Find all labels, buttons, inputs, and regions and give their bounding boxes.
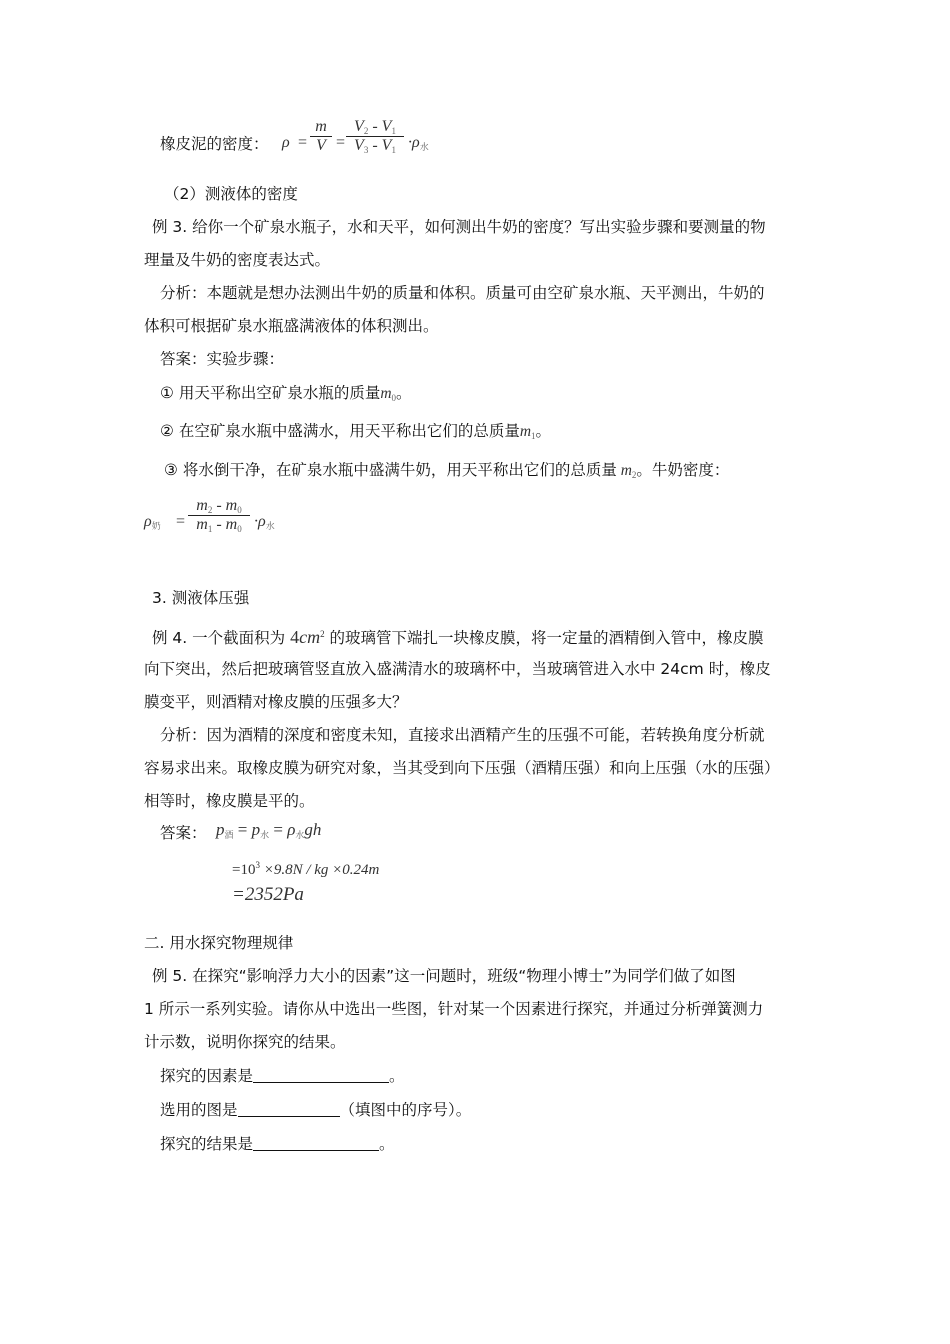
rho-symbol: ρ (282, 134, 290, 151)
answer4-label: 答案： (160, 824, 207, 842)
rubber-density-label: 橡皮泥的密度： (160, 135, 269, 153)
result-answer-blank[interactable] (253, 1150, 379, 1151)
volume-difference-fraction (346, 118, 404, 155)
fraction-numerator: $V_2 - V_1$ (354, 118, 396, 136)
equals-sign: = (298, 134, 308, 151)
analysis4-line: 分析：因为酒精的深度和密度未知，直接求出酒精产生的压强不可能，若转换角度分析就 (160, 726, 765, 744)
milk-density-formula (144, 497, 304, 547)
mass-difference-fraction (188, 497, 250, 534)
analysis3-line: 体积可根据矿泉水瓶盛满液体的体积测出。 (144, 317, 439, 335)
pressure-calculation-line: $=10^3 \times 9.8N$ / kg ×0.24m (232, 860, 380, 878)
example3-line: 例 3. 给你一个矿泉水瓶子，水和天平，如何测出牛奶的密度？写出实验步骤和要测量的物 (152, 218, 766, 236)
step2-line (160, 421, 551, 446)
example5-line: 1 所示一系列实验。请你从中选出一些图，针对某一个因素进行探究，并通过分析弹簧测力 (144, 1000, 764, 1018)
period: 。 (389, 1067, 405, 1085)
mass-m1: $m_1$ (519, 423, 536, 441)
question-figure (160, 1100, 471, 1120)
example4-line: 膜变平，则酒精对橡皮膜的压强多大？ (144, 693, 408, 711)
section-heading-liquid-pressure: 3. 测液体压强 (152, 589, 250, 607)
answer3-label: 答案：实验步骤： (160, 350, 285, 368)
example5-line: 例 5. 在探究“影响浮力大小的因素”这一问题时，班级“物理小博士”为同学们做了如图 (152, 967, 736, 985)
fraction-denominator: $V_3 - V_1$ (354, 137, 396, 155)
example4-line (152, 624, 764, 648)
rho-water: $\cdot\rho_水$ (408, 134, 429, 152)
step3-tail: 。牛奶密度： (636, 461, 730, 479)
analysis4-line: 相等时，橡皮膜是平的。 (144, 792, 315, 810)
question-label: 探究的结果是 (160, 1135, 254, 1153)
rubber-density-formula (282, 118, 442, 166)
period: 。 (379, 1135, 395, 1153)
step2-text: ② 在空矿泉水瓶中盛满水，用天平称出它们的总质量 (160, 422, 520, 440)
section-heading-liquid-density: （2）测液体的密度 (164, 185, 298, 203)
mass-m2: $m_2$ (620, 462, 637, 480)
pressure-equation: $p_酒 = p_水 = \rho_水gh$ (216, 820, 322, 840)
period: 。 (535, 422, 552, 440)
period: 。 (396, 384, 412, 402)
rho-milk: $\rho_奶$ (144, 513, 161, 531)
question-result (160, 1134, 395, 1154)
step3-line (164, 460, 729, 485)
fraction-denominator: $m_1 - m_0$ (196, 516, 242, 534)
mass-over-volume-fraction (310, 118, 332, 155)
question-hint: （填图中的序号）。 (339, 1101, 472, 1119)
equals-sign: = (336, 134, 346, 151)
pressure-result: =2352Pa (232, 884, 304, 905)
analysis4-line: 容易求出来。取橡皮膜为研究对象，当其受到向下压强（酒精压强）和向上压强（水的压强） (144, 759, 780, 777)
question-label: 选用的图是 (160, 1101, 238, 1119)
example4-text: 例 4. 一个截面积为 (152, 629, 286, 647)
mass-m0: $m_0$ (380, 385, 397, 403)
question-label: 探究的因素是 (160, 1067, 254, 1085)
fraction-numerator: m (315, 118, 327, 135)
area-value: $4cm^2$ (290, 627, 325, 647)
fraction-denominator: V (316, 137, 326, 154)
rho-water: $\cdot\rho_水$ (254, 513, 275, 531)
example5-line: 计示数，说明你探究的结果。 (144, 1033, 346, 1051)
step1-text: ① 用天平称出空矿泉水瓶的质量 (160, 384, 381, 402)
figure-answer-blank[interactable] (238, 1116, 340, 1117)
example3-line: 理量及牛奶的密度表达式。 (144, 251, 331, 269)
example4-line: 向下突出，然后把玻璃管竖直放入盛满清水的玻璃杯中，当玻璃管进入水中 24cm 时，橡皮 (144, 660, 771, 678)
step1-line (160, 383, 412, 408)
section-heading-water-laws: 二. 用水探究物理规律 (144, 934, 294, 952)
equals-sign: = (176, 513, 186, 530)
fraction-numerator: $m_2 - m_0$ (196, 497, 242, 515)
question-factor (160, 1066, 405, 1086)
factor-answer-blank[interactable] (253, 1082, 389, 1083)
analysis3-line: 分析：本题就是想办法测出牛奶的质量和体积。质量可由空矿泉水瓶、天平测出，牛奶的 (160, 284, 765, 302)
example4-text: 的玻璃管下端扎一块橡皮膜，将一定量的酒精倒入管中，橡皮膜 (329, 629, 764, 647)
step3-text: ③ 将水倒干净，在矿泉水瓶中盛满牛奶，用天平称出它们的总质量 (164, 461, 617, 479)
